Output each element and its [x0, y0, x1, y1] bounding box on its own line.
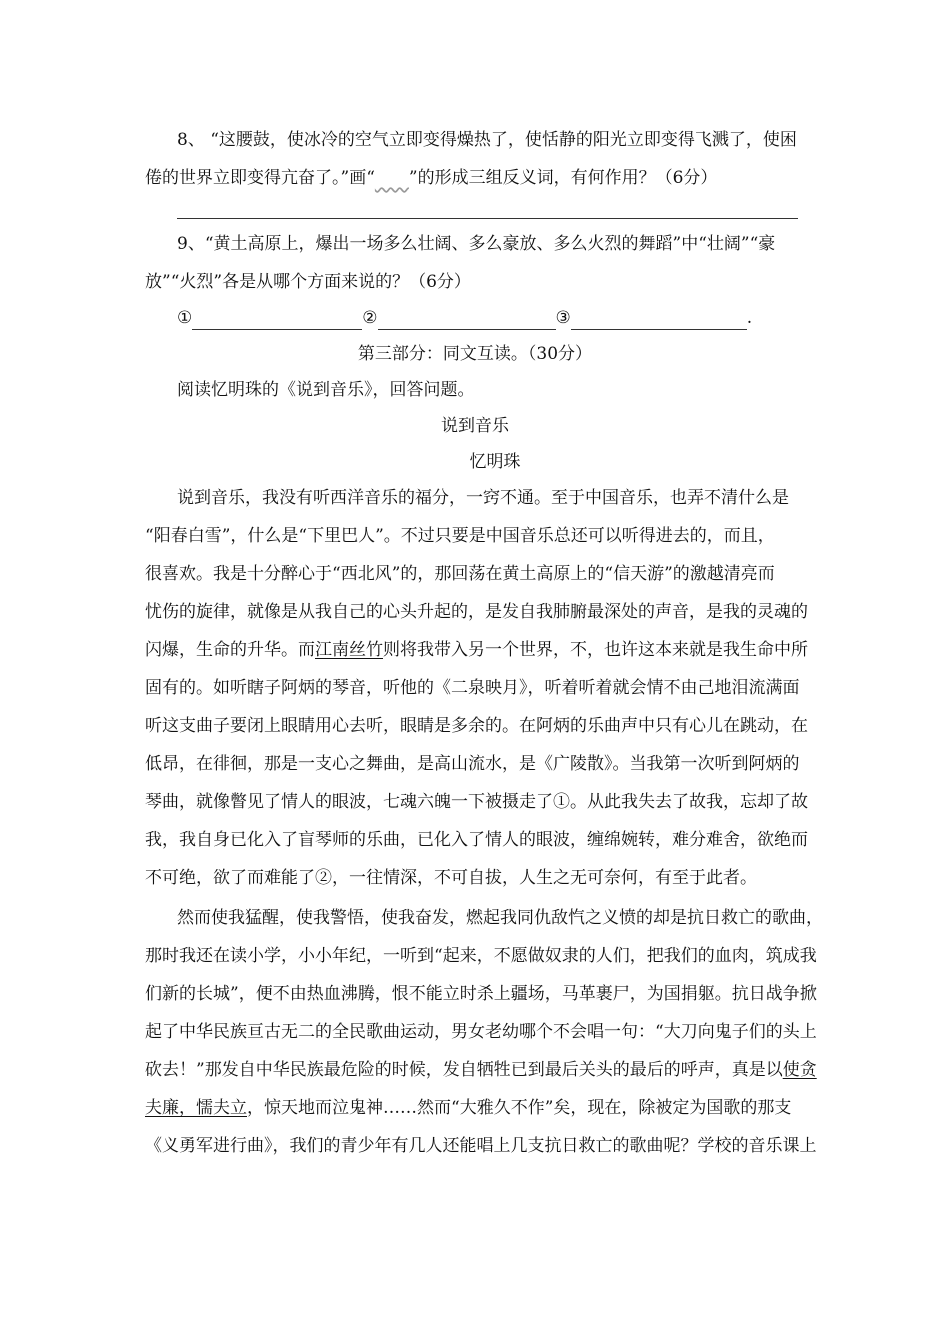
underlined-shi-tan: 使贪 — [782, 1060, 817, 1080]
p2-line-3: 们新的长城”，便不由热血沸腾，恨不能立时杀上疆场，马革裹尸，为国捐躯。抗日战争掀 — [145, 984, 817, 1004]
q8-answer-line[interactable] — [177, 218, 798, 219]
q8-wavy-mark: ____ — [374, 168, 409, 188]
q9-blank-2[interactable] — [378, 311, 556, 330]
q9-end-mark: . — [746, 308, 753, 328]
passage-author: 忆明珠 — [469, 452, 521, 472]
part3-instruction: 阅读忆明珠的《说到音乐》，回答问题。 — [177, 380, 475, 400]
q9-line-1: 9、“黄土高原上，爆出一场多么壮阔、多么豪放、多么火烈的舞蹈”中“壮阔”“豪 — [177, 234, 776, 254]
passage-title: 说到音乐 — [441, 416, 509, 436]
p1-line-11: 不可绝，欲了而难能了②，一往情深，不可自拔，人生之无可奈何，有至于此者。 — [145, 868, 757, 888]
q8-line-2-end: ”的形成三组反义词，有何作用？（6分） — [408, 168, 718, 188]
p1-line-3: 很喜欢。我是十分醉心于“西北风”的，那回荡在黄土高原上的“信天游”的激越清亮而 — [145, 564, 775, 584]
underlined-fu-lian-nuo-fu-li: 夫廉，懦夫立 — [145, 1098, 247, 1118]
q8-line-2-start: 倦的世界立即变得亢奋了。”画“ — [145, 168, 375, 188]
p2-line-5-start: 砍去！”那发自中华民族最危险的时候，发自牺牲已到最后关头的最后的呼声，真是以 — [145, 1060, 783, 1080]
p1-line-4: 忧伤的旋律，就像是从我自己的心头升起的，是发自我肺腑最深处的声音，是我的灵魂的 — [145, 602, 808, 622]
q8-line-1: 8、 “这腰鼓，使冰冷的空气立即变得燥热了，使恬静的阳光立即变得飞溅了，使困 — [177, 130, 797, 150]
p1-line-8: 低昂，在徘徊，那是一支心之舞曲，是高山流水，是《广陵散》。当我第一次听到阿炳的 — [145, 754, 800, 774]
q9-blank-3[interactable] — [571, 311, 747, 330]
p2-line-4: 起了中华民族亘古无二的全民歌曲运动，男女老幼哪个不会唱一句：“大刀向鬼子们的头上 — [145, 1022, 817, 1042]
underlined-jiangnan-sizhu: 江南丝竹 — [315, 640, 383, 660]
p1-line-9: 琴曲，就像瞥见了情人的眼波，七魂六魄一下被摄走了①。从此我失去了故我，忘却了故 — [145, 792, 808, 812]
p2-line-1: 然而使我猛醒，使我警悟，使我奋发，燃起我同仇敌忾之义愤的却是抗日救亡的歌曲， — [177, 908, 823, 928]
q9-line-2: 放”“火烈”各是从哪个方面来说的？（6分） — [145, 272, 471, 292]
q9-blank-1[interactable] — [192, 311, 362, 330]
p2-line-7: 《义勇军进行曲》，我们的青少年有几人还能唱上几支抗日救亡的歌曲呢？学校的音乐课上 — [145, 1136, 817, 1156]
p1-line-1: 说到音乐，我没有听西洋音乐的福分，一窍不通。至于中国音乐，也弄不清什么是 — [177, 488, 789, 508]
p1-line-2: “阳春白雪”，什么是“下里巴人”。不过只要是中国音乐总还可以听得进去的，而且， — [145, 526, 775, 546]
p2-line-5 — [145, 1058, 817, 1082]
p1-line-5 — [145, 638, 808, 662]
p2-line-6-end: ，惊天地而泣鬼神……然而“大雅久不作”矣，现在，除被定为国歌的那支 — [247, 1098, 792, 1118]
q9-blanks — [177, 306, 752, 330]
p1-line-6: 固有的。如听瞎子阿炳的琴音，听他的《二泉映月》，听着听着就会情不由己地泪流满面 — [145, 678, 800, 698]
part3-heading: 第三部分：同文互读。（30分） — [357, 344, 593, 364]
p2-line-6 — [145, 1096, 791, 1120]
q9-blank-1-label: ① — [177, 308, 193, 328]
p1-line-7: 听这支曲子要闭上眼睛用心去听，眼睛是多余的。在阿炳的乐曲声中只有心儿在跳动，在 — [145, 716, 808, 736]
p1-line-5-end: 则将我带入另一个世界，不，也许这本来就是我生命中所 — [383, 640, 808, 660]
q8-line-2 — [145, 166, 717, 190]
q9-blank-2-label: ② — [362, 308, 378, 328]
p1-line-5-start: 闪爆，生命的升华。而 — [145, 640, 315, 660]
q9-blank-3-label: ③ — [555, 308, 571, 328]
p2-line-2: 那时我还在读小学，小小年纪，一听到“起来，不愿做奴隶的人们，把我们的血肉，筑成我 — [145, 946, 817, 966]
p1-line-10: 我，我自身已化入了盲琴师的乐曲，已化入了情人的眼波，缠绵婉转，难分难舍，欲绝而 — [145, 830, 808, 850]
